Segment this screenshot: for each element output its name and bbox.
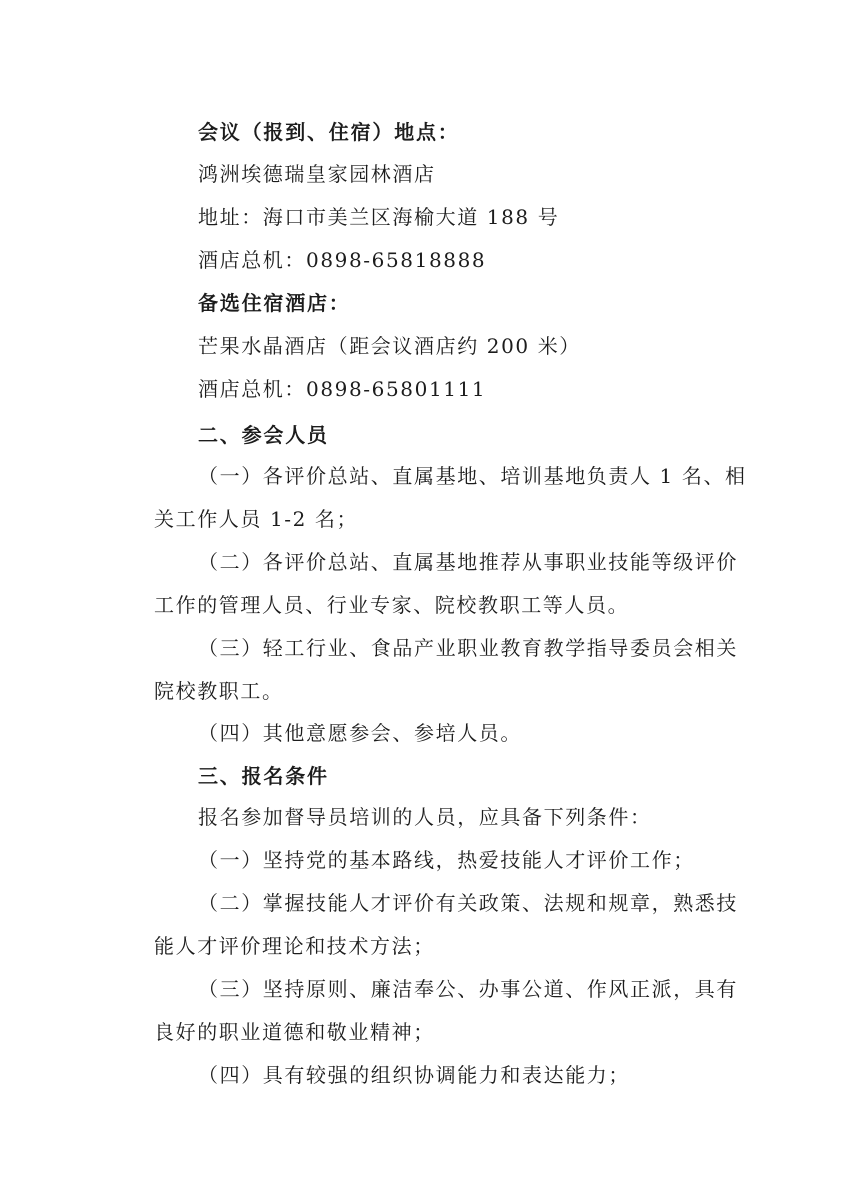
participants-item-3-line-2: 院校教职工。 (154, 679, 284, 703)
participants-heading: 二、参会人员 (198, 423, 329, 447)
venue-heading: 会议（报到、住宿）地点： (198, 120, 460, 144)
requirements-item-2-line-1: （二）掌握技能人才评价有关政策、法规和规章，熟悉技 (198, 891, 738, 915)
requirements-item-3-line-1: （三）坚持原则、廉洁奉公、办事公道、作风正派，具有 (198, 977, 738, 1001)
alternate-hotel-heading: 备选住宿酒店： (198, 291, 351, 315)
venue-phone: 酒店总机：0898-65818888 (198, 248, 487, 272)
requirements-heading: 三、报名条件 (198, 764, 329, 788)
venue-hotel-name: 鸿洲埃德瑞皇家园林酒店 (198, 162, 436, 186)
requirements-item-1: （一）坚持党的基本路线，热爱技能人才评价工作； (198, 848, 695, 872)
requirements-intro: 报名参加督导员培训的人员，应具备下列条件： (198, 805, 652, 829)
requirements-item-3-line-2: 良好的职业道德和敬业精神； (154, 1020, 435, 1044)
participants-item-3-line-1: （三）轻工行业、食品产业职业教育教学指导委员会相关 (198, 636, 738, 660)
venue-address: 地址：海口市美兰区海榆大道 188 号 (198, 205, 560, 229)
participants-item-2-line-1: （二）各评价总站、直属基地推荐从事职业技能等级评价 (198, 550, 738, 574)
participants-item-4: （四）其他意愿参会、参培人员。 (198, 721, 522, 745)
participants-item-2-line-2: 工作的管理人员、行业专家、院校教职工等人员。 (154, 593, 630, 617)
requirements-item-2-line-2: 能人才评价理论和技术方法； (154, 934, 435, 958)
participants-item-1-line-2: 关工作人员 1-2 名； (154, 507, 359, 531)
alternate-hotel-phone: 酒店总机：0898-65801111 (198, 377, 487, 401)
alternate-hotel-name: 芒果水晶酒店（距会议酒店约 200 米） (198, 334, 581, 358)
requirements-item-4: （四）具有较强的组织协调能力和表达能力； (198, 1063, 630, 1087)
participants-item-1-line-1: （一）各评价总站、直属基地、培训基地负责人 1 名、相 (198, 464, 747, 488)
